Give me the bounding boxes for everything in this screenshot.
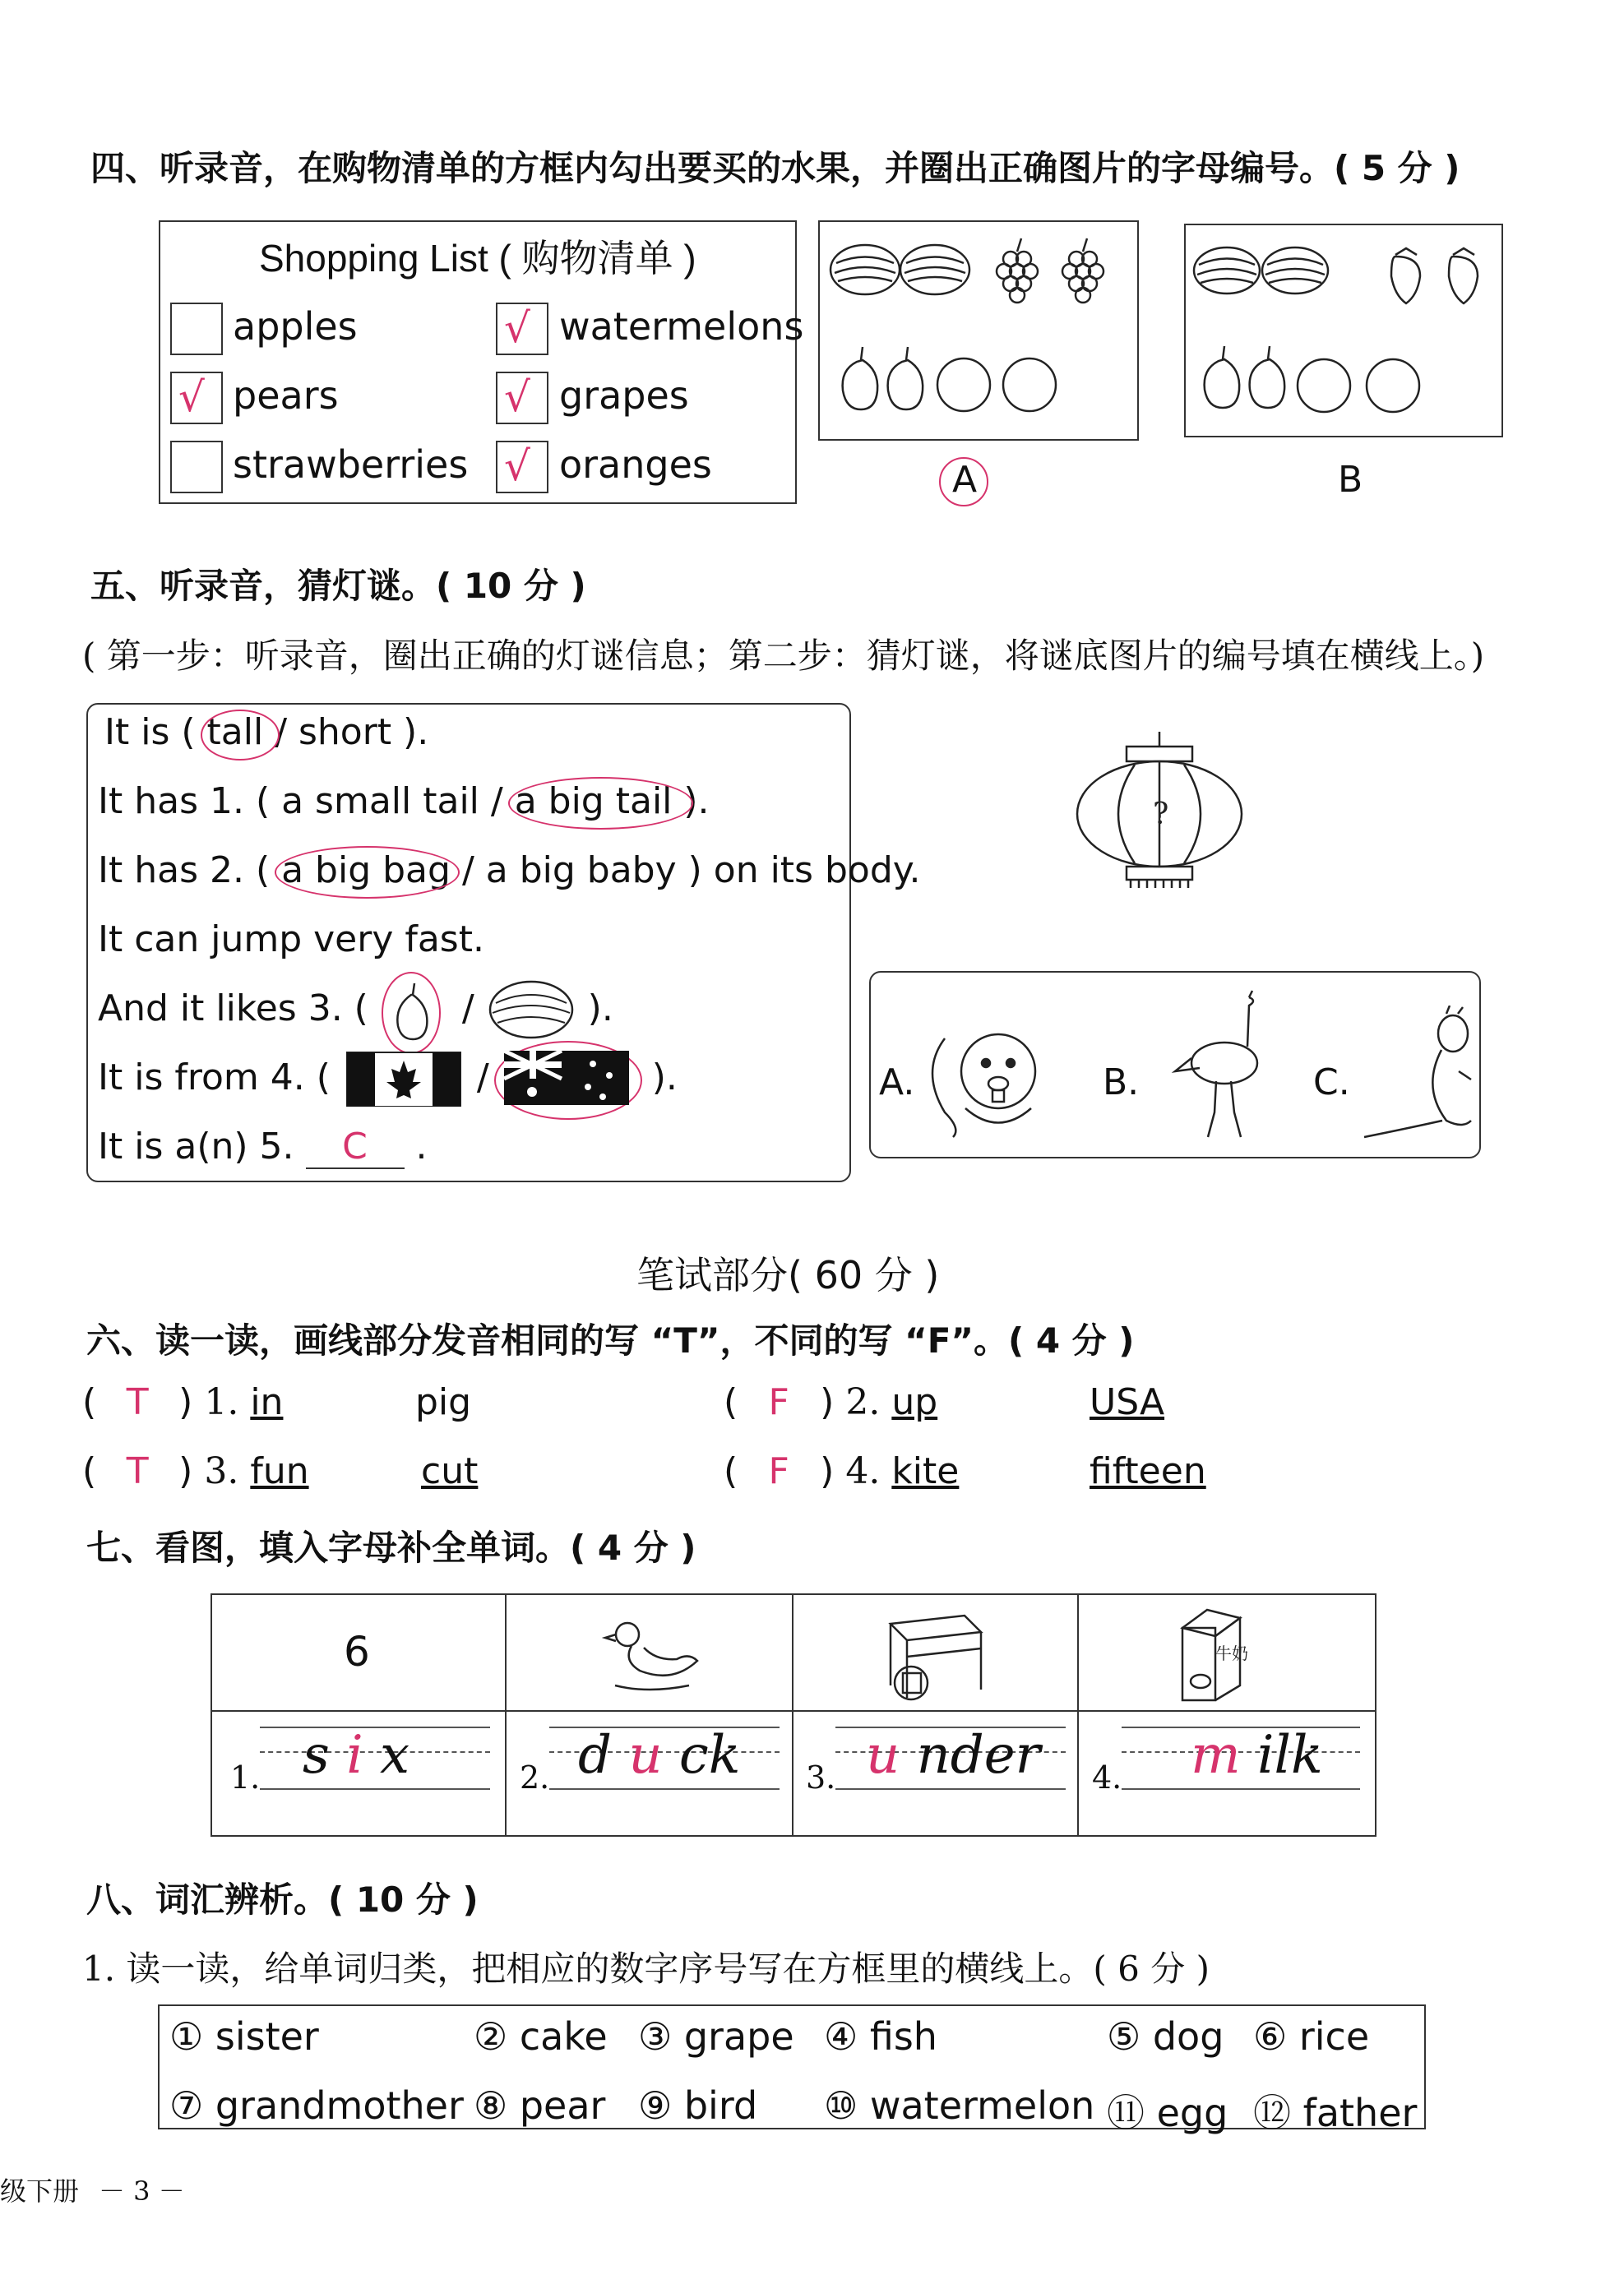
grapes-icon <box>997 238 1038 303</box>
cell-2-number: 2. <box>520 1759 550 1796</box>
fruit-picture-a <box>818 220 1139 441</box>
beaver-icon <box>920 1006 1043 1145</box>
riddle-line-3: It has 2. ( a big bag / a big baby ) on its body. <box>98 849 921 891</box>
q5-heading: 五、听录音，猜灯谜。( 10 分 ) <box>90 566 586 606</box>
word-3: ③ grape <box>638 2014 794 2059</box>
option-b-label[interactable]: B <box>1338 459 1363 501</box>
item-apples: apples <box>233 304 358 349</box>
item-watermelons: watermelons <box>559 304 804 349</box>
checkbox-grapes[interactable]: √ <box>496 372 548 424</box>
word-4: ④ fish <box>824 2014 937 2059</box>
option-a-label[interactable]: A <box>952 459 978 501</box>
q8-heading: 八、词汇辨析。( 10 分 ) <box>86 1879 479 1920</box>
word-5: ⑤ dog <box>1107 2014 1224 2059</box>
q8-sub1: 1. 读一读，给单词归类，把相应的数字序号写在方框里的横线上。( 6 分 ) <box>82 1949 1210 1989</box>
cell-4-number: 4. <box>1092 1759 1122 1796</box>
cell-3-number: 3. <box>806 1759 836 1796</box>
pear-icon <box>380 978 446 1044</box>
animal-a-label: A. <box>879 1061 915 1103</box>
word-11: ⑪ egg <box>1107 2091 1228 2135</box>
item-pears: pears <box>233 373 339 418</box>
milk-carton-icon <box>1166 1603 1256 1706</box>
checkbox-oranges[interactable]: √ <box>496 441 548 493</box>
animal-c-label: C. <box>1313 1061 1350 1103</box>
word-9: ⑨ bird <box>638 2083 758 2128</box>
watermelon-icon <box>486 977 576 1043</box>
cell-1-number: 1. <box>230 1759 261 1796</box>
riddle-line-7: It is a(n) 5. C . <box>98 1126 428 1167</box>
cell-3-word[interactable]: u nder <box>866 1725 1041 1786</box>
shopping-list-box <box>159 220 804 504</box>
strawberry-icon <box>1391 248 1420 303</box>
kangaroo-icon <box>1356 1006 1479 1154</box>
checkbox-apples[interactable] <box>170 303 223 355</box>
word-8: ⑧ pear <box>474 2083 606 2128</box>
q4-heading: 四、听录音，在购物清单的方框内勾出要买的水果，并圈出正确图片的字母编号。( 5 分 ) <box>90 148 1460 188</box>
cell-2-word[interactable]: d u ck <box>578 1725 741 1786</box>
checkbox-strawberries[interactable] <box>170 441 223 493</box>
desk-with-bag-icon <box>874 1607 989 1706</box>
q6-row-3: ( T ) 3. fun <box>82 1450 309 1492</box>
riddle-answer-field: C <box>306 1126 405 1169</box>
q7-heading: 七、看图，填入字母补全单词。( 4 分 ) <box>86 1528 696 1568</box>
riddle-line-5: And it likes 3. ( / ). <box>98 987 613 1031</box>
checkbox-pears[interactable]: √ <box>170 372 223 424</box>
q6-row-1: ( T ) 1. in <box>82 1381 284 1423</box>
q6-row-1-word2: pig <box>415 1381 472 1423</box>
fruits-a-illustration <box>820 222 1137 439</box>
word-7: ⑦ grandmother <box>169 2083 464 2128</box>
lantern-illustration <box>1069 732 1250 888</box>
word-12: ⑫ father <box>1253 2091 1418 2135</box>
animal-options-box <box>869 971 1481 1158</box>
fruit-picture-b <box>1184 224 1503 437</box>
tall-circled: tall <box>207 711 264 753</box>
riddle-box <box>86 703 921 1182</box>
q6-row-4-word2: fifteen <box>1090 1450 1206 1492</box>
australia-flag-icon <box>502 1049 634 1107</box>
word-1: ① sister <box>169 2014 319 2059</box>
riddle-line-4: It can jump very fast. <box>98 918 484 960</box>
item-grapes: grapes <box>559 373 689 418</box>
q6-row-2-word2: USA <box>1090 1381 1165 1423</box>
q6-row-3-word2: cut <box>421 1450 479 1492</box>
footer-grade: 级下册 <box>0 2175 80 2207</box>
canada-flag-icon <box>342 1049 465 1107</box>
q8-word-box <box>158 2004 1426 2135</box>
word-6: ⑥ rice <box>1253 2014 1370 2059</box>
written-part-title: 笔试部分( 60 分 ) <box>636 1253 940 1297</box>
q6-row-2: ( F ) 2. up <box>724 1381 938 1423</box>
cell-4-word[interactable]: m ilk <box>1191 1725 1323 1786</box>
item-strawberries: strawberries <box>233 442 469 487</box>
animal-b-label: B. <box>1103 1061 1140 1103</box>
footer-page-number: － 3 － <box>99 2175 185 2207</box>
duck-icon <box>599 1611 714 1702</box>
q6-row-4: ( F ) 4. kite <box>724 1450 960 1492</box>
ostrich-icon <box>1167 989 1282 1154</box>
riddle-line-1: It is ( tall / short ). <box>104 711 428 753</box>
picture-number-six: 6 <box>344 1628 370 1676</box>
milk-label: 牛奶 <box>1215 1644 1248 1663</box>
fruits-b-illustration <box>1186 225 1501 436</box>
riddle-line-2: It has 1. ( a small tail / a big tail ). <box>98 780 710 822</box>
riddle-line-6: It is from 4. ( / ). <box>98 1056 678 1100</box>
cell-1-word[interactable]: s i x <box>303 1725 410 1786</box>
q6-heading: 六、读一读，画线部分发音相同的写 “T”，不同的写 “F”。( 4 分 ) <box>86 1320 1135 1361</box>
lantern-question-mark: ? <box>1153 798 1169 831</box>
q5-instruction: ( 第一步：听录音，圈出正确的灯谜信息；第二步：猜灯谜，将谜底图片的编号填在横线上。) <box>82 636 1485 676</box>
q7-table <box>211 1593 1376 1837</box>
shopping-list-title: Shopping List ( 购物清单 ) <box>259 237 696 280</box>
word-10: ⑩ watermelon <box>824 2083 1095 2128</box>
item-oranges: oranges <box>559 442 712 487</box>
word-2: ② cake <box>474 2014 608 2059</box>
checkbox-watermelons[interactable]: √ <box>496 303 548 355</box>
